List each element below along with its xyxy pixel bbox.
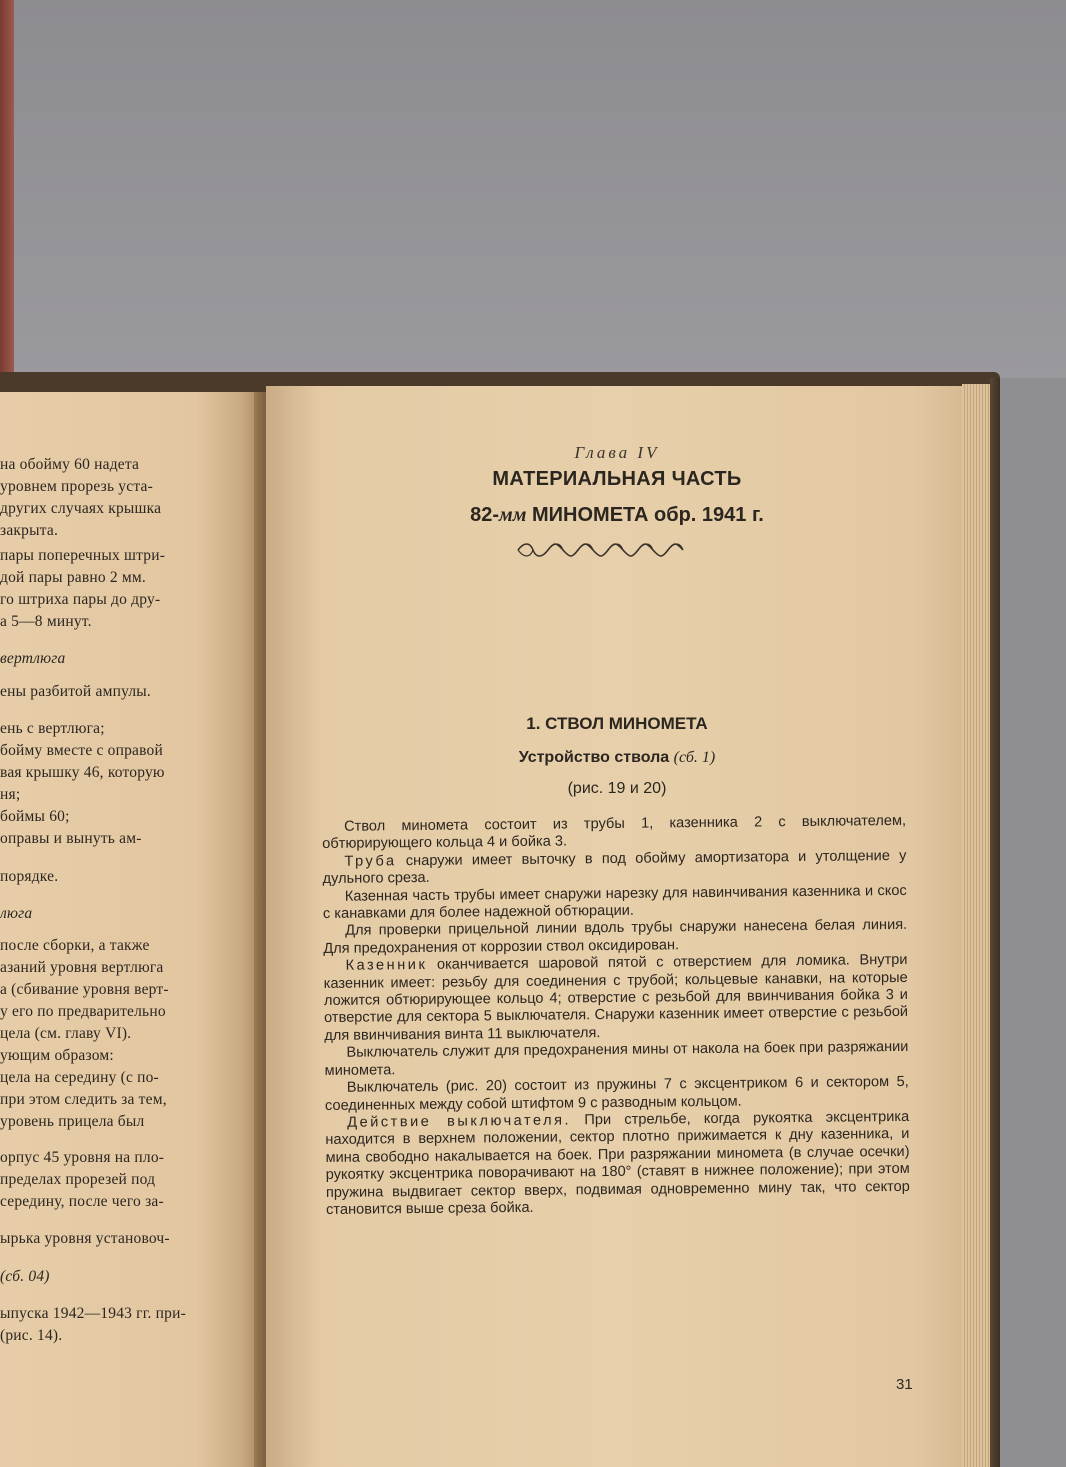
body-text [322, 813, 910, 1219]
left-page-line: оправы и вынуть ам- [0, 830, 142, 847]
left-page-line: ырька уровня установоч- [0, 1230, 170, 1247]
page-number: 31 [896, 1376, 913, 1393]
paragraph [325, 1109, 910, 1220]
back-cover-edge [990, 378, 1000, 1467]
left-page [0, 392, 262, 1467]
paragraph-rest: При стрельбе, когда рукоятка эксцентрика находится в верхнем положении, сектор плотно прижимается к дну казенника, и мина свободно накалывается на боек. При разряжании миномета (в случае осечки) рукоятку эксцентрика поворачивают на 180° (ставят в нижнее положение); при этом пружина выдвигает сектор вверх, подвимая одновременно мину так, что сектор становится выше среза бойка. [325, 1108, 910, 1218]
left-page-line: при этом следить за тем, [0, 1091, 167, 1108]
paragraph: Для проверки прицельной линии вдоль трубы снаружи нанесена белая линия. Для предохранения от коррозии ствол оксидирован. [323, 917, 908, 957]
left-page-line: цела на середину (с по- [0, 1069, 159, 1086]
left-page-line: вертлюга [0, 650, 66, 667]
left-page-line: пределах прорезей под [0, 1171, 156, 1188]
page-stack-edges [962, 384, 992, 1467]
left-page-line: после сборки, а также [0, 937, 150, 954]
left-page-line: люга [0, 905, 33, 922]
left-page-line: цела (см. главу VI). [0, 1025, 132, 1042]
left-page-line: (рис. 14). [0, 1327, 63, 1344]
paragraph: Выключатель (рис. 20) состоит из пружины 7 с эксцентриком 6 и сектором 5, соединенных между собой штифтом 9 с разводным кольцом. [324, 1073, 909, 1114]
paragraph: Выключатель служит для предохранения мины от накола на боек при разряжании миномета. [324, 1039, 909, 1079]
paragraph: Казенная часть трубы имеет снаружи нарезку для навинчивания казенника и скос с канавками для более надежной обтюрации. [322, 882, 907, 923]
paragraph-lead: Казенник [345, 957, 428, 975]
left-page-line: порядке. [0, 868, 59, 885]
chapter-subtitle-post: МИНОМЕТА обр. 1941 г. [526, 504, 764, 526]
subsection-ref: (сб. 1) [673, 749, 716, 766]
left-page-line: на обойму 60 надета [0, 456, 140, 473]
chapter-subtitle-pre: 82- [470, 504, 500, 526]
subsection-title [266, 749, 968, 767]
left-page-line: ень с вертлюга; [0, 720, 105, 737]
left-page-line: боймы 60; [0, 808, 70, 825]
chapter-label: Глава IV [574, 443, 660, 462]
left-page-line: уровень прицела был [0, 1113, 145, 1130]
figure-reference: (рис. 19 и 20) [567, 780, 667, 797]
left-page-line: ыпуска 1942—1943 гг. при- [0, 1305, 186, 1322]
chapter-title: МАТЕРИАЛЬНАЯ ЧАСТЬ [492, 468, 742, 490]
left-page-line: го штриха пары до дру- [0, 591, 161, 608]
section-title: 1. СТВОЛ МИНОМЕТА [526, 714, 708, 733]
left-page-line: вая крышку 46, которую [0, 764, 165, 781]
scanner-background [0, 0, 1066, 378]
left-page-line: ующим образом: [0, 1047, 114, 1064]
left-page-line: других случаях крышка [0, 500, 162, 517]
left-page-line: ены разбитой ампулы. [0, 683, 151, 700]
left-page-line: орпус 45 уровня на пло- [0, 1149, 165, 1166]
cover-edge-red [0, 0, 14, 392]
right-page [266, 386, 968, 1467]
left-page-line: азаний уровня вертлюга [0, 959, 164, 976]
paragraph: Ствол миномета состоит из трубы 1, казенника 2 с выключателем, обтюрирующего кольца 4 и бойка 3. [322, 812, 907, 853]
left-page-line: а 5—8 минут. [0, 613, 92, 630]
paragraph-lead: Действие выключателя. [347, 1112, 572, 1131]
left-page-line: (сб. 04) [0, 1268, 50, 1285]
left-page-line: закрыта. [0, 522, 59, 539]
paragraph [323, 952, 908, 1045]
left-page-line: а (сбивание уровня верт- [0, 981, 169, 998]
chapter-subtitle [266, 504, 968, 527]
paragraph-rest: снаружи имеет выточку в под обойму амортизатора и утолщение у дульного среза. [322, 847, 907, 888]
left-page-line: у его по предварительно [0, 1003, 166, 1020]
left-page-line: ня; [0, 786, 21, 803]
subsection-title-text: Устройство ствола [518, 749, 670, 766]
paragraph-lead: Труба [344, 853, 397, 870]
left-page-line: пары поперечных штри- [0, 547, 166, 564]
left-page-line: уровнем прорезь уста- [0, 478, 153, 495]
chapter-subtitle-unit: мм [499, 504, 527, 526]
decorative-ornament [516, 542, 686, 558]
left-page-line: дой пары равно 2 мм. [0, 569, 147, 586]
left-page-line: середину, после чего за- [0, 1193, 164, 1210]
paragraph-rest: оканчивается шаровой пятой с отверстием для ломика. Внутри казенник имеет: резьбу для соединения с трубой; кольцевые канавки, на которые ложится обтюрирующее кольцо 4; отверстие с резьбой для ввинчивания бойка 3 и отверстие для сектора 5 выключателя. Снаружи казенник имеет отверстие с резьбой для ввинчивания винта 11 выключателя. [323, 952, 909, 1044]
left-page-line: бойму вместе с оправой [0, 742, 163, 759]
